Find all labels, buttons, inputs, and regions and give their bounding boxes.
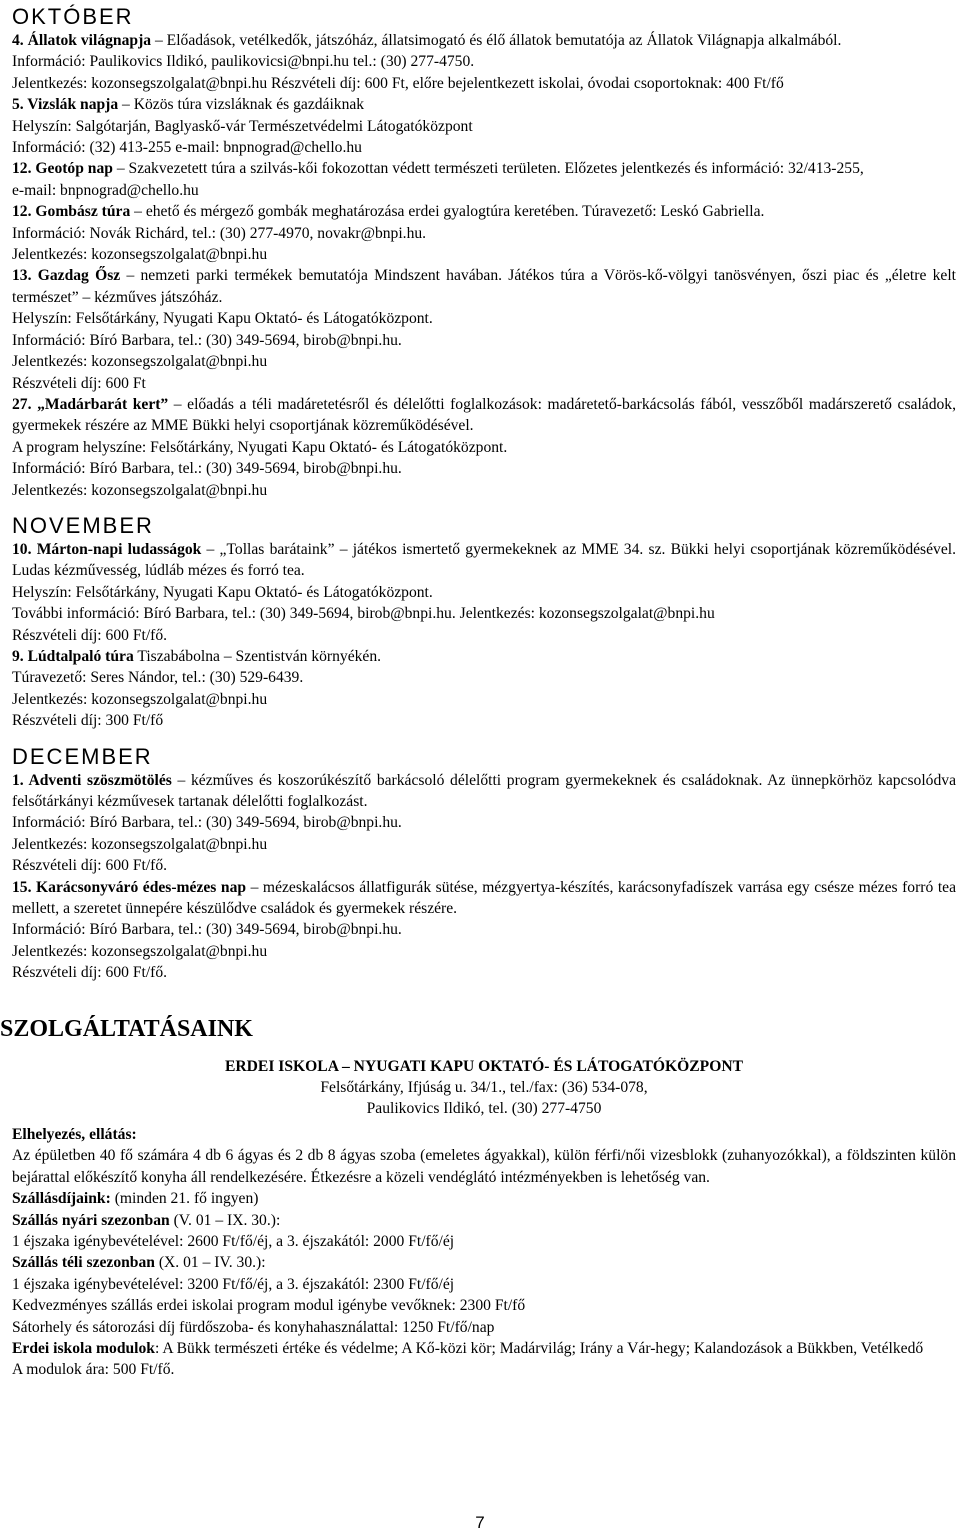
event-detail-line: Információ: Bíró Barbara, tel.: (30) 349-5694, birob@bnpi.hu. <box>12 331 402 349</box>
modules-price: A modulok ára: 500 Ft/fő. <box>12 1361 175 1379</box>
event-detail-line: Jelentkezés: kozonsegszolgalat@bnpi.hu <box>12 353 268 371</box>
event-detail-line: További információ: Bíró Barbara, tel.: (30) 349-5694, birob@bnpi.hu. Jelentkezés: kozonsegszolgalat@bnpi.hu <box>12 605 715 623</box>
fees-label: Szállásdíjaink: <box>12 1190 111 1208</box>
tent-text: Sátorhely és sátorozási díj fürdőszoba- és konyhahasználattal: 1250 Ft/fő/nap <box>12 1318 495 1336</box>
event-summary: – előadás a téli madáretetésről és délelőtti foglalkozások: madáretető-barkácsolás fából, vesszőből madárszerető családok, gyermekek részére az MME Bükki helyi csoportjának közreműködésével. <box>12 395 956 435</box>
event-description <box>12 265 956 308</box>
event-title: 12. Geotóp nap <box>12 160 113 178</box>
event-description <box>12 30 956 51</box>
event-detail-line: Jelentkezés: kozonsegszolgalat@bnpi.hu <box>12 246 268 264</box>
event-description <box>12 877 956 920</box>
event-title: 4. Állatok világnapja <box>12 32 152 49</box>
venue-name: ERDEI ISKOLA – NYUGATI KAPU OKTATÓ- ÉS LÁTOGATÓKÖZPONT <box>225 1057 743 1075</box>
page-number: 7 <box>475 1513 485 1532</box>
event-title: 27. „Madárbarát kert” <box>12 395 169 413</box>
event-detail-line: Részvételi díj: 600 Ft <box>12 374 146 392</box>
event-description <box>12 94 956 115</box>
event-summary: – Szakvezetett túra a szilvás-kői fokozottan védett természeti területen. Előzetes jelentkezés és információ: 32/413-255, <box>112 160 864 178</box>
event-title: 15. Karácsonyváró édes-mézes nap <box>12 878 247 896</box>
event-detail-line: Helyszín: Salgótarján, Baglyaskő-vár Természetvédelmi Látogatóközpont <box>12 117 473 135</box>
summer-period: (V. 01 – IX. 30.): <box>169 1211 281 1229</box>
event-detail-line: Részvételi díj: 300 Ft/fő <box>12 712 164 730</box>
event-summary: – ehető és mérgező gombák meghatározása erdei gyalogtúra keretében. Túravezető: Leskó Gabriella. <box>130 203 765 221</box>
fees-note: (minden 21. fő ingyen) <box>110 1190 259 1208</box>
event-detail-line: e-mail: bnpnograd@chello.hu <box>12 181 199 199</box>
event-description <box>12 646 956 667</box>
event-title: 10. Márton-napi ludasságok <box>12 540 202 558</box>
event-detail-line: A program helyszíne: Felsőtárkány, Nyugati Kapu Oktató- és Látogatóközpont. <box>12 438 508 456</box>
event-description <box>12 539 956 582</box>
summer-price: 1 éjszaka igénybevételével: 2600 Ft/fő/éj, a 3. éjszakától: 2000 Ft/fő/éj <box>12 1232 455 1250</box>
event-title: 5. Vizslák napja <box>12 96 119 114</box>
event-detail-line: Részvételi díj: 600 Ft/fő. <box>12 857 168 875</box>
services-title: SZOLGÁLTATÁSAINK <box>0 1015 253 1042</box>
event-detail-line: Információ: (32) 413-255 e-mail: bnpnograd@chello.hu <box>12 139 362 157</box>
discount-text: Kedvezményes szállás erdei iskolai program modul igénybe vevőknek: 2300 Ft/fő <box>12 1297 526 1315</box>
event-detail-line: Túravezető: Seres Nándor, tel.: (30) 529-6439. <box>12 669 304 687</box>
event-detail-line: Jelentkezés: kozonsegszolgalat@bnpi.hu Részvételi díj: 600 Ft, előre bejelentkezett iskolai, óvodai csoportoknak: 400 Ft/fő <box>12 74 784 92</box>
event-summary: – nemzeti parki termékek bemutatója Mindszent havában. Játékos túra a Vörös-kő-völgyi tanösvényen, őszi piac és „életre kelt természet” – kézműves játszóház. <box>12 267 956 306</box>
winter-period: (X. 01 – IV. 30.): <box>154 1254 266 1272</box>
month-heading: DECEMBER <box>12 743 153 769</box>
event-summary: – mézeskalácsos állatfigurák sütése, mézgyertya-készítés, karácsonyfadíszek varrása egy csésze mézes forró tea mellett, a szeretet ünnepére készülődve családok és gyermekek részére. <box>12 878 956 918</box>
event-summary: – Előadások, vetélkedők, játszóház, állatsimogató és élő állatok bemutatója az Állatok Világnapja alkalmából. <box>151 32 842 49</box>
event-title: 12. Gombász túra <box>12 203 131 221</box>
event-description <box>12 158 956 179</box>
event-detail-line: Információ: Novák Richárd, tel.: (30) 277-4970, novakr@bnpi.hu. <box>12 224 427 242</box>
event-summary: – „Tollas barátaink” – játékos ismertető gyermekeknek az MME 34. sz. Bükki helyi csoportjának közreműködésével. Ludas kézművesség, lúdláb mézes és forró tea. <box>12 540 956 580</box>
event-detail-line: Részvételi díj: 600 Ft/fő. <box>12 964 168 982</box>
modules-text: : A Bükk természeti értéke és védelme; A Kő-közi kör; Madárvilág; Irány a Vár-hegy; Kalandozások a Bükkben, Vetélkedő <box>154 1339 924 1357</box>
event-description <box>12 394 956 437</box>
winter-price: 1 éjszaka igénybevételével: 3200 Ft/fő/éj, a 3. éjszakától: 2300 Ft/fő/éj <box>12 1275 455 1293</box>
event-detail-line: Információ: Bíró Barbara, tel.: (30) 349-5694, birob@bnpi.hu. <box>12 814 402 832</box>
event-title: 1. Adventi szöszmötölés <box>12 771 172 789</box>
event-detail-line: Információ: Bíró Barbara, tel.: (30) 349-5694, birob@bnpi.hu. <box>12 921 402 939</box>
event-detail-line: Jelentkezés: kozonsegszolgalat@bnpi.hu <box>12 481 268 499</box>
event-title: 13. Gazdag Ősz <box>12 267 121 285</box>
event-description <box>12 201 956 222</box>
modules-line <box>12 1338 956 1359</box>
winter-label: Szállás téli szezonban <box>12 1254 155 1272</box>
event-detail-line: Információ: Bíró Barbara, tel.: (30) 349-5694, birob@bnpi.hu. <box>12 460 402 478</box>
venue-contact: Paulikovics Ildikó, tel. (30) 277-4750 <box>366 1100 602 1118</box>
event-detail-line: Részvételi díj: 600 Ft/fő. <box>12 626 168 644</box>
event-title: 9. Lúdtalpaló túra <box>12 647 134 665</box>
event-summary: Tiszabábolna – Szentistván környékén. <box>133 647 382 665</box>
venue-address: Felsőtárkány, Ifjúság u. 34/1., tel./fax: (36) 534-078, <box>320 1079 648 1097</box>
winter-line <box>12 1252 956 1273</box>
event-summary: – kézműves és koszorúkészítő barkácsoló délelőtti program gyermekeknek és családoknak. Az ünnepkörhöz kapcsolódva felsőtárkányi kézművesek tartanak délelőtti foglalkozást. <box>12 771 956 810</box>
event-detail-line: Helyszín: Felsőtárkány, Nyugati Kapu Oktató- és Látogatóközpont. <box>12 310 433 328</box>
modules-label: Erdei iskola modulok <box>12 1339 155 1357</box>
event-detail-line: Információ: Paulikovics Ildikó, paulikovicsi@bnpi.hu tel.: (30) 277-4750. <box>12 53 475 71</box>
event-detail-line: Jelentkezés: kozonsegszolgalat@bnpi.hu <box>12 942 268 960</box>
event-description <box>12 770 956 813</box>
event-detail-line: Jelentkezés: kozonsegszolgalat@bnpi.hu <box>12 690 268 708</box>
page-content <box>0 4 956 1381</box>
event-summary: – Közös túra vizsláknak és gazdáiknak <box>118 96 365 114</box>
accommodation-text: Az épületben 40 fő számára 4 db 6 ágyas és 2 db 8 ágyas szoba (emeletes ágyakkal), külön férfi/női vizesblokk (zuhanyozókkal), a földszinten külön bejárattal előkészítő konyha áll rendelkezésére. Étkezésre a közeli vendéglátó intézményekben is lehetőség van. <box>12 1147 956 1186</box>
event-detail-line: Jelentkezés: kozonsegszolgalat@bnpi.hu <box>12 835 268 853</box>
program-calendar <box>12 4 956 984</box>
summer-line <box>12 1210 956 1231</box>
month-heading: OKTÓBER <box>12 4 134 29</box>
fees-line <box>12 1188 956 1209</box>
summer-label: Szállás nyári szezonban <box>12 1211 170 1229</box>
event-detail-line: Helyszín: Felsőtárkány, Nyugati Kapu Oktató- és Látogatóközpont. <box>12 583 433 601</box>
accommodation-label: Elhelyezés, ellátás: <box>12 1125 137 1143</box>
month-heading: NOVEMBER <box>12 512 154 538</box>
